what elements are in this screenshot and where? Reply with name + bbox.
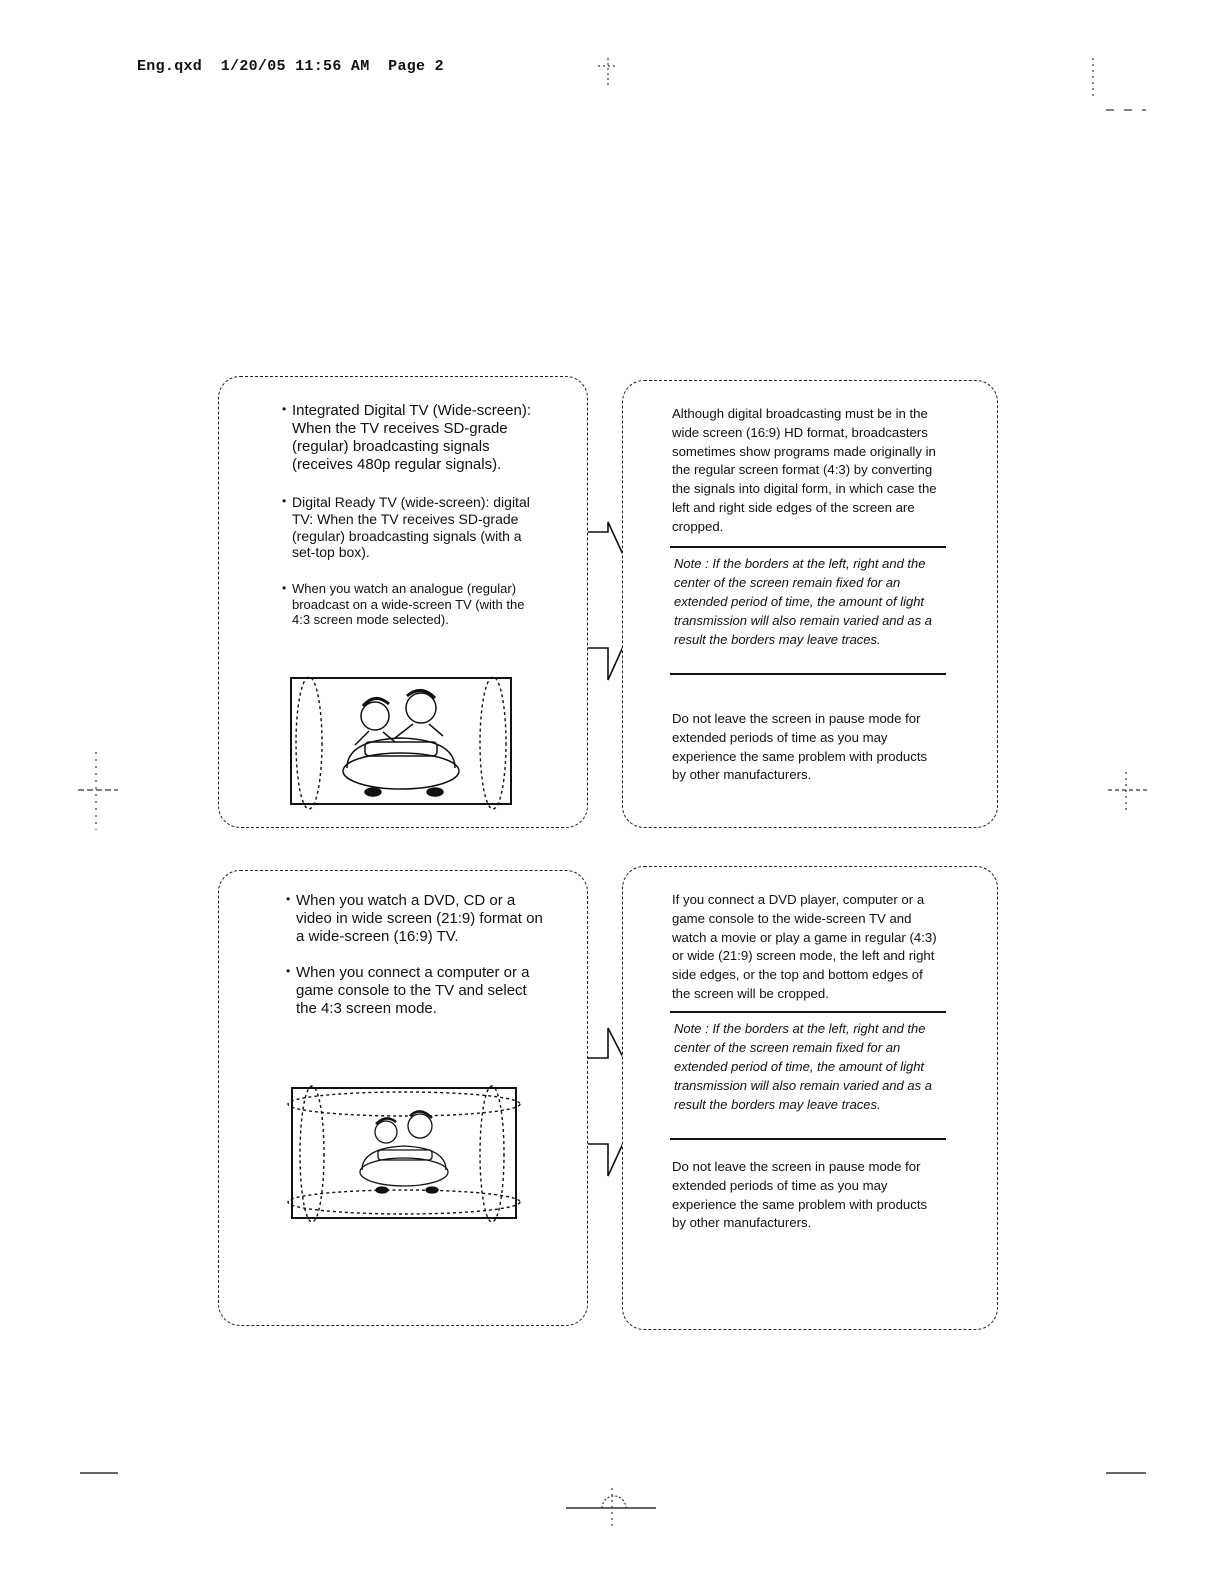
panel-top-left-list	[282, 402, 542, 644]
list-item-text: Integrated Digital TV (Wide-screen): When the TV receives SD-grade (regular) broadcasting signals (receives 480p regular signals).	[292, 402, 531, 473]
warning-paragraph: Do not leave the screen in pause mode for extended periods of time as you may experience the same problem with products by other manufacturers.	[672, 1159, 928, 1231]
list-item-text: When you connect a computer or a game console to the TV and select the 4:3 screen mode.	[296, 964, 530, 1017]
list-item-text: When you watch an analogue (regular) broadcast on a wide-screen TV (with the 4:3 screen mode selected).	[292, 581, 525, 628]
tv-4-3-illustration	[289, 676, 515, 810]
note-block	[674, 554, 946, 649]
list-item	[282, 402, 542, 474]
list-item	[286, 964, 548, 1018]
divider	[670, 1011, 946, 1013]
tv-letterbox-illustration	[286, 1084, 522, 1224]
list-item	[282, 494, 542, 561]
list-item	[282, 581, 542, 628]
list-item-text: When you watch a DVD, CD or a video in wide screen (21:9) format on a wide-screen (16:9) TV.	[296, 892, 543, 945]
note-label: Note :	[674, 556, 709, 571]
note-block	[674, 1019, 946, 1114]
note-text: If the borders at the left, right and the center of the screen remain fixed for an extended period of time, the amount of light transmission will also remain varied and as a result the borders may leave traces.	[674, 556, 932, 647]
print-slug: Eng.qxd 1/20/05 11:56 AM Page 2	[137, 58, 444, 75]
info-paragraph: Although digital broadcasting must be in the wide screen (16:9) HD format, broadcasters sometimes show programs made originally in the regular screen format (4:3) by converting the signals into digital form, in which case the left and right side edges of the screen are cropped.	[672, 406, 937, 534]
list-item-text: Digital Ready TV (wide-screen): digital TV: When the TV receives SD-grade (regular) broadcasting signals (with a set-top box).	[292, 494, 530, 561]
note-label: Note :	[674, 1021, 709, 1036]
list-item	[286, 892, 548, 946]
divider	[670, 546, 946, 548]
info-paragraph: If you connect a DVD player, computer or a game console to the wide-screen TV and watch a movie or play a game in regular (4:3) or wide (21:9) screen mode, the left and right side edges, or the top and bottom edges of the screen will be cropped.	[672, 892, 937, 1001]
warning-paragraph: Do not leave the screen in pause mode for extended periods of time as you may experience the same problem with products by other manufacturers.	[672, 711, 928, 783]
panel-bottom-left-list	[286, 892, 548, 1034]
divider	[670, 1138, 946, 1140]
divider	[670, 673, 946, 675]
note-text: If the borders at the left, right and the center of the screen remain fixed for an extended period of time, the amount of light transmission will also remain varied and as a result the borders may leave traces.	[674, 1021, 932, 1112]
